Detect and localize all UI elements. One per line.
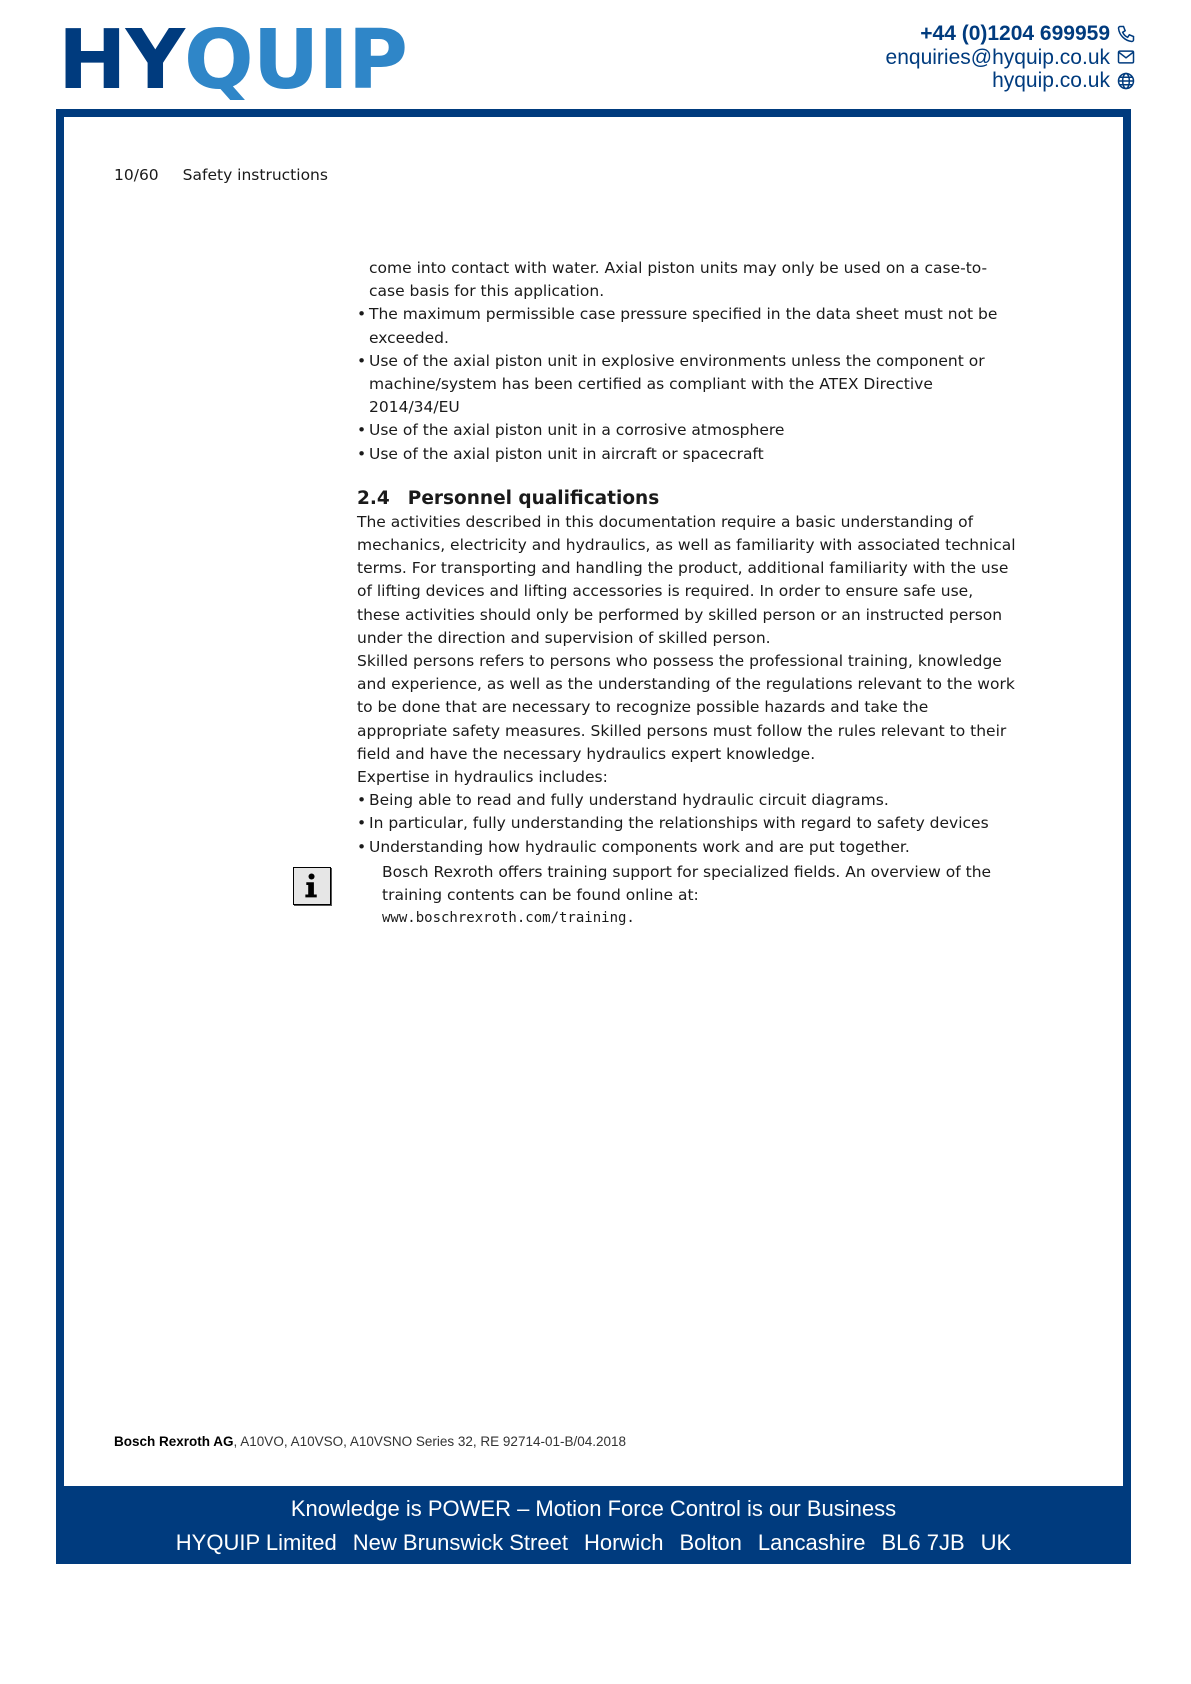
list-item: • Understanding how hydraulic components work and are put together. (357, 837, 910, 856)
footer-company: Bosch Rexroth AG (114, 1434, 234, 1449)
email-link[interactable]: enquiries@hyquip.co.uk (885, 45, 1110, 69)
info-icon (293, 867, 331, 905)
phone-number[interactable]: +44 (0)1204 699959 (920, 22, 1110, 45)
footer-details: , A10VO, A10VSO, A10VSNO Series 32, RE 92714-01-B/04.2018 (233, 1434, 627, 1449)
intro-continuation: come into contact with water. Axial piston units may only be used on a case-to-case basis for this application. (369, 259, 988, 301)
logo-part-quip: QUIP (184, 13, 407, 108)
document-footer (114, 1434, 626, 1449)
paragraph-activities: The activities described in this documentation require a basic understanding of mechanics, electricity and hydraulics, as well as familiarity with associated technical terms. For transporting and handling the product, additional familiarity with the use of lifting devices and lifting accessories is required. In order to ensure safe use, these activities should only be performed by skilled person or an instructed person under the direction and supervision of skilled person. (357, 512, 1016, 647)
page-number: 10/60 (114, 166, 159, 184)
list-item: • Being able to read and fully understand hydraulic circuit diagrams. (357, 791, 889, 810)
mail-icon (1116, 47, 1136, 67)
main-content (357, 257, 1017, 859)
info-note (382, 861, 1022, 931)
list-item: • In particular, fully understanding the relationships with regard to safety devices (357, 814, 989, 833)
paragraph-expertise: Expertise in hydraulics includes: (357, 768, 608, 787)
section-number: 2.4 (357, 487, 390, 509)
list-item: • Use of the axial piston unit in a corrosive atmosphere (357, 421, 785, 440)
logo-part-hy: HY (58, 13, 185, 108)
training-url[interactable]: www.boschrexroth.com/training. (382, 910, 635, 927)
list-item: • The maximum permissible case pressure specified in the data sheet must not be exceeded. (357, 305, 998, 347)
website-link[interactable]: hyquip.co.uk (992, 69, 1110, 92)
section-heading (357, 487, 1017, 511)
slogan: Knowledge is POWER – Motion Force Control is our Business (290, 1496, 897, 1521)
paragraph-skilled-persons: Skilled persons refers to persons who possess the professional training, knowledge and experience, as well as the understanding of the regulations relevant to the work to be done that are necessary to recognize possible hazards and take the appropriate safety measures. Skilled persons must follow the rules relevant to their field and have the necessary hydraulics expert knowledge. (357, 652, 1015, 763)
hyquip-logo (58, 13, 407, 108)
footer-bar (56, 1486, 1131, 1564)
list-item: • Use of the axial piston unit in explosive environments unless the component or machine/system has been certified as compliant with the ATEX Directive 2014/34/EU (357, 351, 985, 417)
phone-icon (1116, 24, 1136, 44)
list-item: • Use of the axial piston unit in aircraft or spacecraft (357, 444, 764, 463)
running-head-title: Safety instructions (182, 166, 328, 184)
company-address: HYQUIP Limited New Brunswick Street Horwich Bolton Lancashire BL6 7JB UK (175, 1530, 1012, 1555)
globe-icon (1116, 71, 1136, 91)
section-title: Personnel qualifications (407, 487, 660, 509)
running-head (114, 166, 328, 184)
contact-block (886, 22, 1136, 93)
info-note-text: Bosch Rexroth offers training support for specialized fields. An overview of the training contents can be found online at: (382, 863, 992, 905)
